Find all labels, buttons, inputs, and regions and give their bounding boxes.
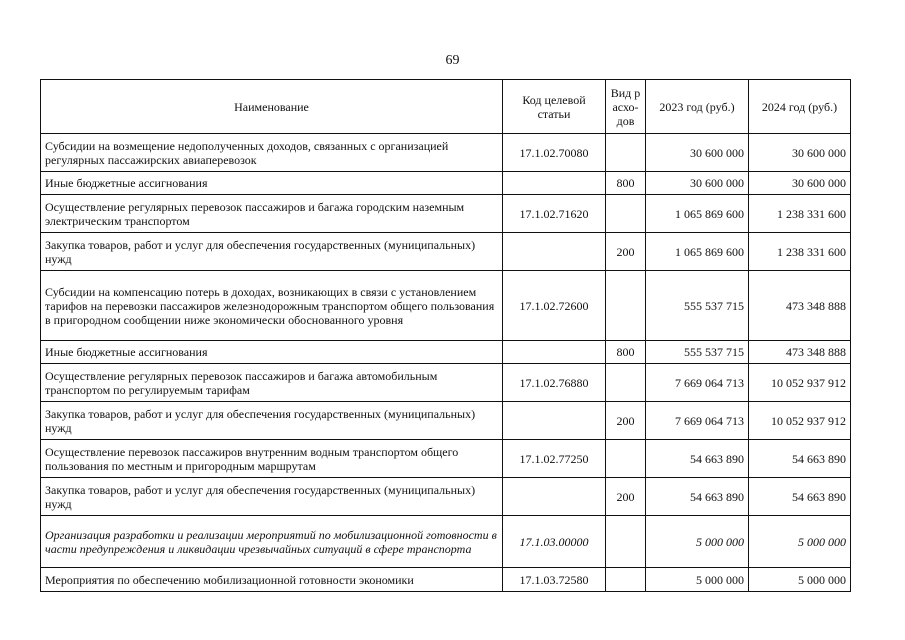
row-2023: 5 000 000 — [646, 516, 749, 568]
row-kind — [606, 195, 646, 233]
row-kind: 200 — [606, 478, 646, 516]
header-kind: Вид расхо-дов — [606, 80, 646, 134]
row-code — [503, 478, 606, 516]
row-2024: 1 238 331 600 — [749, 195, 851, 233]
budget-table — [40, 79, 851, 592]
row-name: Осуществление регулярных перевозок пассажиров и багажа городским наземным электрическим транспортом — [41, 195, 503, 233]
row-kind — [606, 440, 646, 478]
table-row — [41, 271, 851, 341]
table-row — [41, 233, 851, 271]
row-2024: 10 052 937 912 — [749, 402, 851, 440]
row-name: Организация разработки и реализации мероприятий по мобилизационной готовности в части предупреждения и ликвидации чрезвычайных ситуаций в сфере транспорта — [41, 516, 503, 568]
header-name: Наименование — [41, 80, 503, 134]
row-kind: 800 — [606, 341, 646, 364]
row-code — [503, 233, 606, 271]
row-2023: 5 000 000 — [646, 568, 749, 592]
table-row — [41, 195, 851, 233]
row-name: Закупка товаров, работ и услуг для обеспечения государственных (муниципальных) нужд — [41, 478, 503, 516]
row-2024: 30 600 000 — [749, 134, 851, 172]
table-row — [41, 364, 851, 402]
row-name: Мероприятия по обеспечению мобилизационной готовности экономики — [41, 568, 503, 592]
row-2023: 30 600 000 — [646, 134, 749, 172]
row-name: Осуществление перевозок пассажиров внутренним водным транспортом общего пользования по местным и пригородным маршрутам — [41, 440, 503, 478]
row-name: Субсидии на возмещение недополученных доходов, связанных с организацией регулярных пассажирских авиаперевозок — [41, 134, 503, 172]
row-2024: 54 663 890 — [749, 478, 851, 516]
table-row — [41, 134, 851, 172]
row-2023: 7 669 064 713 — [646, 364, 749, 402]
row-2023: 555 537 715 — [646, 341, 749, 364]
header-2023: 2023 год (руб.) — [646, 80, 749, 134]
row-2024: 1 238 331 600 — [749, 233, 851, 271]
row-2023: 1 065 869 600 — [646, 233, 749, 271]
row-2024: 473 348 888 — [749, 341, 851, 364]
table-row — [41, 402, 851, 440]
table-row — [41, 172, 851, 195]
row-2023: 54 663 890 — [646, 478, 749, 516]
row-kind — [606, 568, 646, 592]
row-code: 17.1.02.76880 — [503, 364, 606, 402]
header-2024: 2024 год (руб.) — [749, 80, 851, 134]
table-row — [41, 516, 851, 568]
table-header-row — [41, 80, 851, 134]
row-code: 17.1.03.72580 — [503, 568, 606, 592]
row-2023: 30 600 000 — [646, 172, 749, 195]
row-code: 17.1.02.71620 — [503, 195, 606, 233]
row-code: 17.1.02.72600 — [503, 271, 606, 341]
table-row — [41, 478, 851, 516]
row-2023: 1 065 869 600 — [646, 195, 749, 233]
row-name: Осуществление регулярных перевозок пассажиров и багажа автомобильным транспортом по регулируемым тарифам — [41, 364, 503, 402]
row-kind: 200 — [606, 402, 646, 440]
row-code: 17.1.02.77250 — [503, 440, 606, 478]
row-name: Иные бюджетные ассигнования — [41, 172, 503, 195]
row-2024: 30 600 000 — [749, 172, 851, 195]
row-code: 17.1.03.00000 — [503, 516, 606, 568]
row-code: 17.1.02.70080 — [503, 134, 606, 172]
row-kind — [606, 364, 646, 402]
row-2024: 5 000 000 — [749, 516, 851, 568]
row-code — [503, 341, 606, 364]
row-kind — [606, 134, 646, 172]
table-row — [41, 440, 851, 478]
row-kind: 200 — [606, 233, 646, 271]
row-2024: 473 348 888 — [749, 271, 851, 341]
row-2024: 10 052 937 912 — [749, 364, 851, 402]
row-name: Закупка товаров, работ и услуг для обеспечения государственных (муниципальных) нужд — [41, 233, 503, 271]
row-2024: 5 000 000 — [749, 568, 851, 592]
row-code — [503, 172, 606, 195]
row-kind — [606, 516, 646, 568]
row-2023: 7 669 064 713 — [646, 402, 749, 440]
row-kind: 800 — [606, 172, 646, 195]
row-name: Иные бюджетные ассигнования — [41, 341, 503, 364]
row-2023: 555 537 715 — [646, 271, 749, 341]
row-2024: 54 663 890 — [749, 440, 851, 478]
table-row — [41, 568, 851, 592]
row-kind — [606, 271, 646, 341]
row-code — [503, 402, 606, 440]
page-number: 69 — [445, 53, 460, 68]
header-code: Код целевой статьи — [503, 80, 606, 134]
row-2023: 54 663 890 — [646, 440, 749, 478]
table-row — [41, 341, 851, 364]
row-name: Закупка товаров, работ и услуг для обеспечения государственных (муниципальных) нужд — [41, 402, 503, 440]
row-name: Субсидии на компенсацию потерь в доходах, возникающих в связи с установлением тарифов на перевозки пассажиров железнодорожным транспортом общего пользования в пригородном сообщении ниже экономически обоснованного уровня — [41, 271, 503, 341]
